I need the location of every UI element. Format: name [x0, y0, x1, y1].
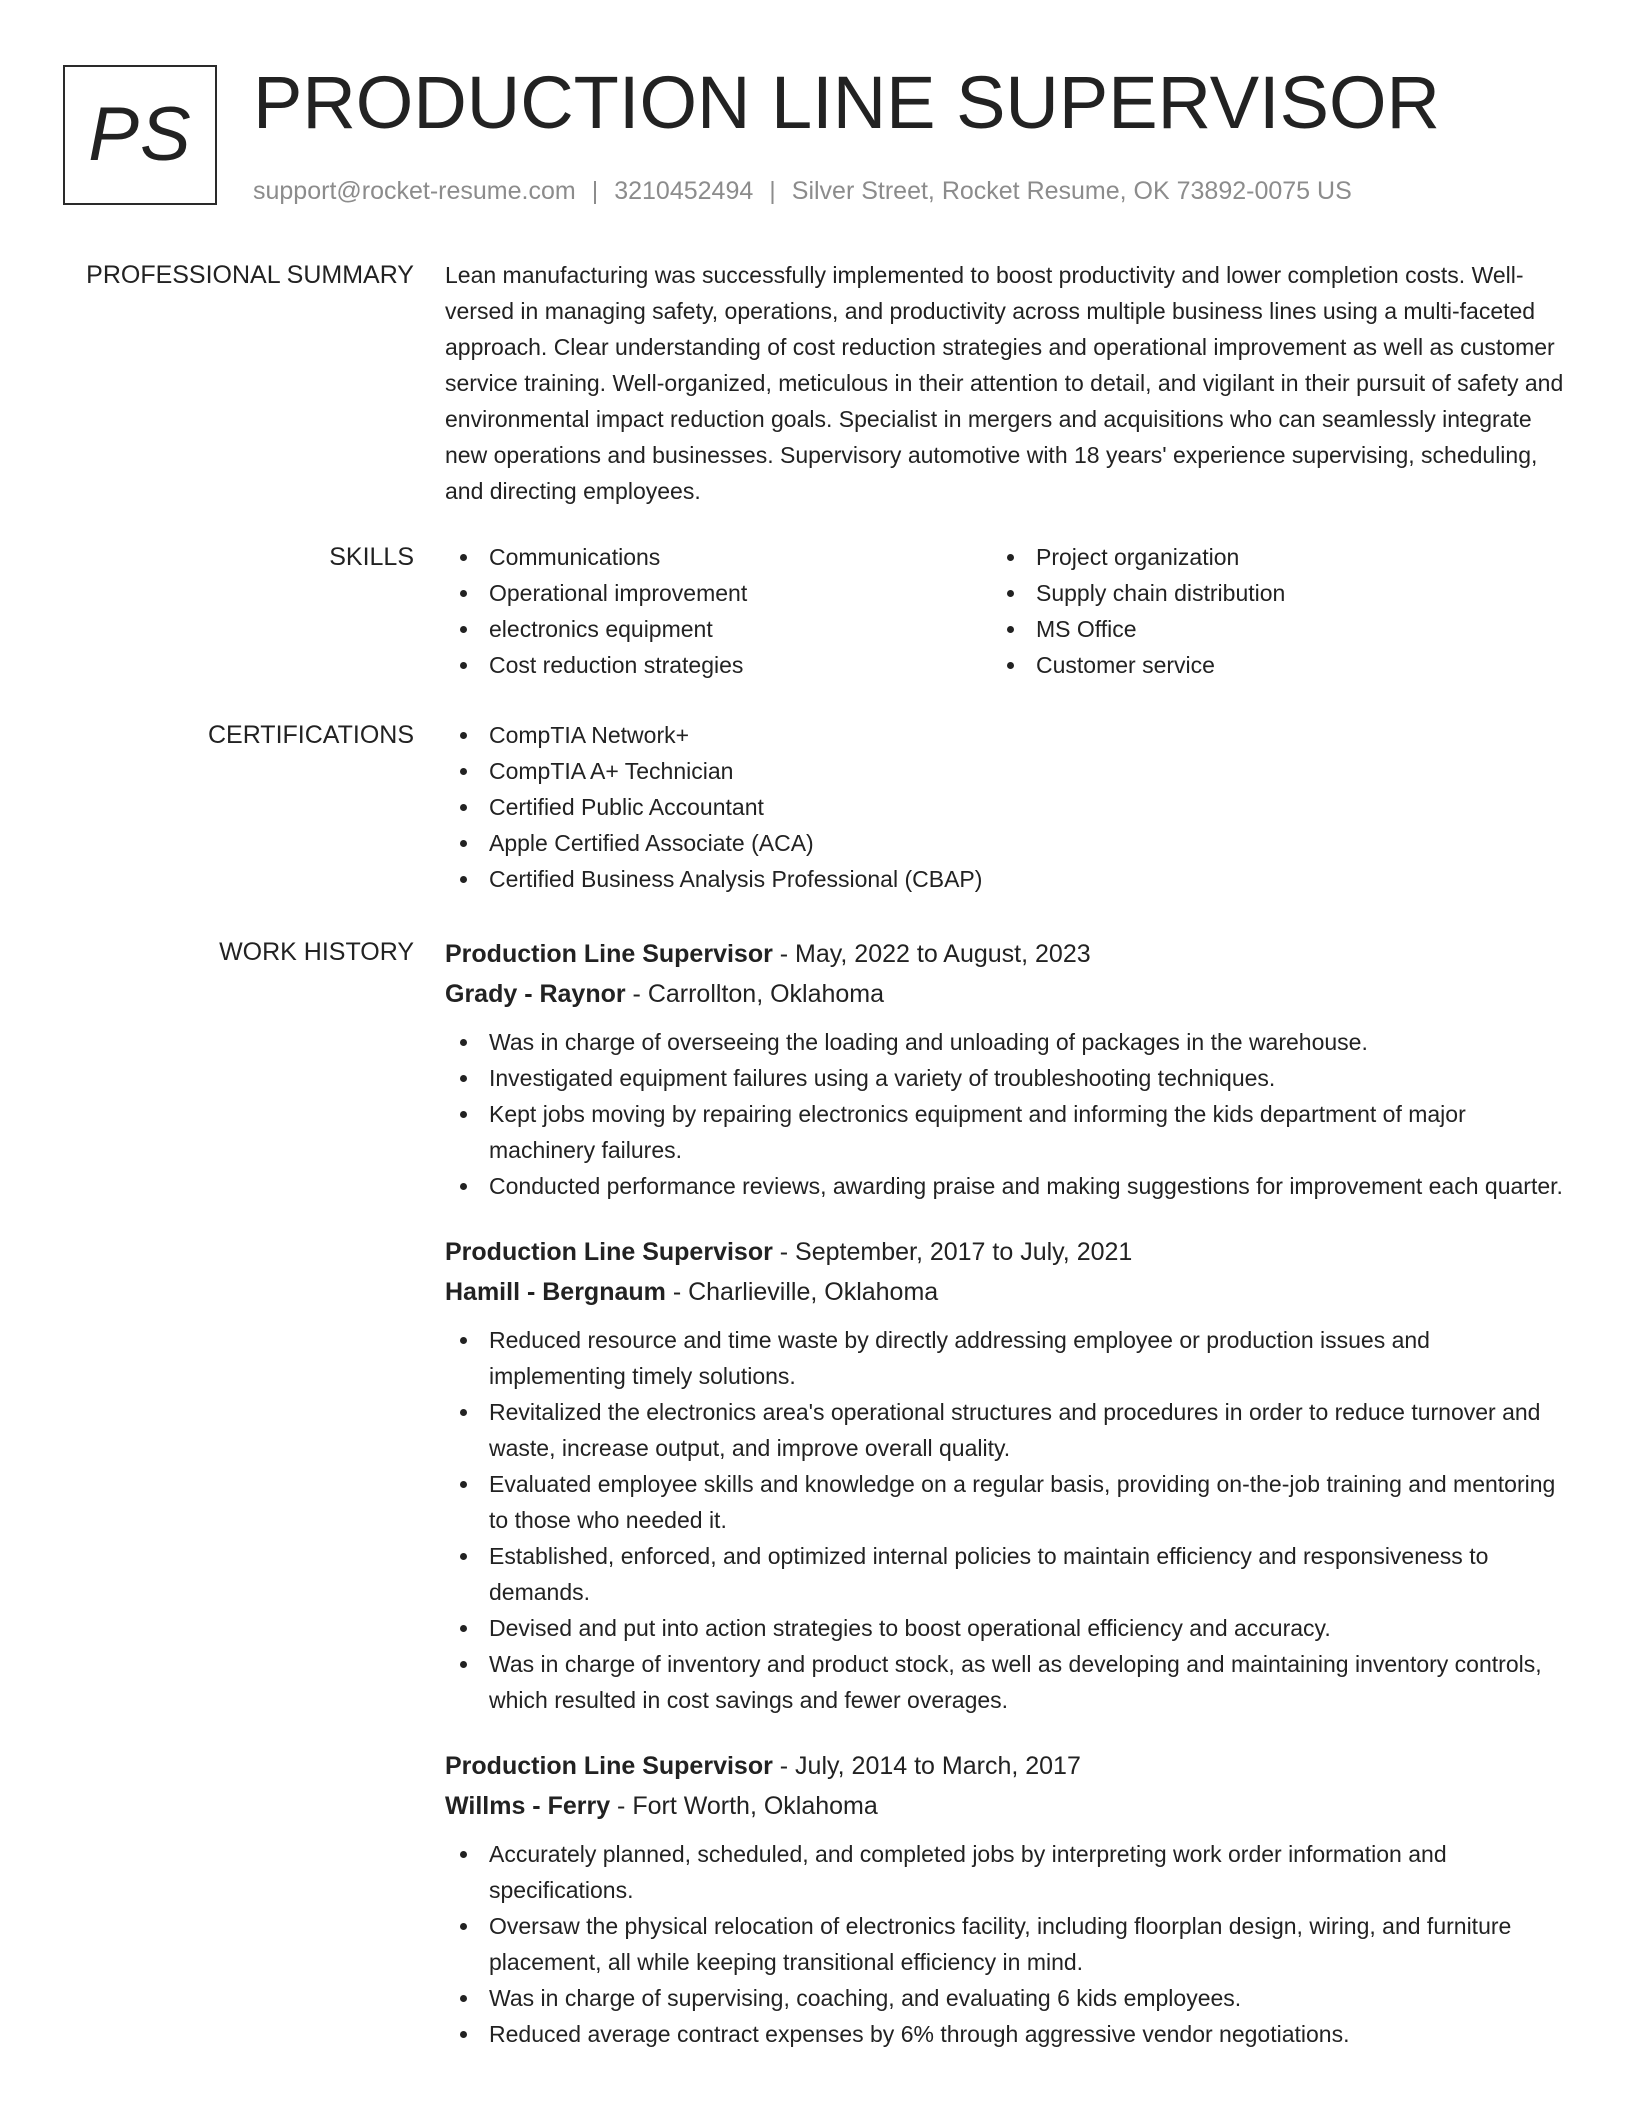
section-label-work-history: WORK HISTORY	[219, 938, 414, 966]
job-bullet: Reduced average contract expenses by 6% through aggressive vendor negotiations.	[445, 2016, 1570, 2052]
job-dates: - September, 2017 to July, 2021	[772, 1238, 1133, 1266]
summary-text: Lean manufacturing was successfully implemented to boost productivity and lower completion costs. Well-versed in managing safety, operations, and productivity across multiple business lines using a multi-faceted approach. Clear understanding of cost reduction strategies and operational improvement as well as customer service training. Well-organized, meticulous in their attention to detail, and vigilant in their pursuit of safety and environmental impact reduction goals. Specialist in mergers and acquisitions who can seamlessly integrate new operations and businesses. Supervisory automotive with 18 years' experience supervising, scheduling, and directing employees.	[445, 262, 1564, 504]
job-bullet: Devised and put into action strategies to boost operational efficiency and accuracy.	[445, 1610, 1570, 1646]
section-label-certifications: CERTIFICATIONS	[207, 721, 414, 749]
skill-item: Supply chain distribution	[992, 575, 1539, 611]
skill-item: MS Office	[992, 611, 1539, 647]
contact-separator: |	[769, 177, 776, 205]
certifications-list	[445, 717, 1570, 897]
job-location: - Fort Worth, Oklahoma	[610, 1792, 878, 1820]
job-bullet: Revitalized the electronics area's operational structures and procedures in order to reduce turnover and waste, increase output, and improve overall quality.	[445, 1394, 1570, 1466]
work-history-content	[445, 934, 1570, 2052]
job-bullets	[445, 1836, 1570, 2052]
job-title: Production Line Supervisor	[445, 940, 773, 968]
skills-grid	[445, 539, 1570, 683]
job-bullet: Kept jobs moving by repairing electronics equipment and informing the kids department of major machinery failures.	[445, 1096, 1570, 1168]
job-bullets	[445, 1024, 1570, 1204]
job-entry	[445, 1746, 1570, 2052]
job-bullet: Evaluated employee skills and knowledge on a regular basis, providing on-the-job training and mentoring to those who needed it.	[445, 1466, 1570, 1538]
summary-content	[445, 257, 1570, 509]
certification-item: CompTIA A+ Technician	[445, 753, 1570, 789]
contact-address: Silver Street, Rocket Resume, OK 73892-0075 US	[791, 177, 1352, 205]
job-dates: - May, 2022 to August, 2023	[772, 940, 1091, 968]
job-company-line	[445, 974, 1570, 1014]
job-title-line	[445, 934, 1570, 974]
job-location: - Charlieville, Oklahoma	[665, 1278, 939, 1306]
job-bullet: Was in charge of supervising, coaching, and evaluating 6 kids employees.	[445, 1980, 1570, 2016]
job-bullet: Reduced resource and time waste by directly addressing employee or production issues and implementing timely solutions.	[445, 1322, 1570, 1394]
skills-list-right	[992, 539, 1539, 683]
job-title-line	[445, 1746, 1570, 1786]
certification-item: Apple Certified Associate (ACA)	[445, 825, 1570, 861]
job-bullet: Was in charge of overseeing the loading and unloading of packages in the warehouse.	[445, 1024, 1570, 1060]
job-bullet: Accurately planned, scheduled, and completed jobs by interpreting work order information and specifications.	[445, 1836, 1570, 1908]
skill-item: Cost reduction strategies	[445, 647, 992, 683]
job-company-line	[445, 1786, 1570, 1826]
section-label-skills: SKILLS	[329, 543, 414, 571]
skill-item: electronics equipment	[445, 611, 992, 647]
job-title: Production Line Supervisor	[445, 1752, 773, 1780]
skill-item: Project organization	[992, 539, 1539, 575]
job-location: - Carrollton, Oklahoma	[625, 980, 885, 1008]
monogram-logo	[63, 65, 217, 205]
job-bullet: Investigated equipment failures using a variety of troubleshooting techniques.	[445, 1060, 1570, 1096]
job-bullet: Established, enforced, and optimized internal policies to maintain efficiency and responsiveness to demands.	[445, 1538, 1570, 1610]
certification-item: CompTIA Network+	[445, 717, 1570, 753]
job-entry	[445, 934, 1570, 1204]
job-bullet: Conducted performance reviews, awarding praise and making suggestions for improvement each quarter.	[445, 1168, 1570, 1204]
skills-list-left	[445, 539, 992, 683]
contact-line	[253, 174, 1352, 208]
skill-item: Operational improvement	[445, 575, 992, 611]
skill-item: Customer service	[992, 647, 1539, 683]
job-title: Production Line Supervisor	[445, 1238, 773, 1266]
job-company-line	[445, 1272, 1570, 1312]
certification-item: Certified Public Accountant	[445, 789, 1570, 825]
resume-title: PRODUCTION LINE SUPERVISOR	[253, 61, 1440, 144]
skill-item: Communications	[445, 539, 992, 575]
job-bullets	[445, 1322, 1570, 1718]
monogram-initials: PS	[88, 92, 192, 177]
job-company: Hamill - Bergnaum	[445, 1278, 666, 1306]
certifications-content	[445, 717, 1570, 897]
section-label-summary: PROFESSIONAL SUMMARY	[86, 261, 414, 289]
job-company: Grady - Raynor	[445, 980, 626, 1008]
job-title-line	[445, 1232, 1570, 1272]
job-bullet: Oversaw the physical relocation of electronics facility, including floorplan design, wiring, and furniture placement, all while keeping transitional efficiency in mind.	[445, 1908, 1570, 1980]
job-company: Willms - Ferry	[445, 1792, 611, 1820]
contact-separator: |	[591, 177, 599, 205]
certification-item: Certified Business Analysis Professional (CBAP)	[445, 861, 1570, 897]
contact-email[interactable]: support@rocket-resume.com	[253, 177, 576, 205]
job-entry	[445, 1232, 1570, 1718]
job-dates: - July, 2014 to March, 2017	[772, 1752, 1081, 1780]
contact-phone[interactable]: 3210452494	[614, 177, 754, 205]
job-bullet: Was in charge of inventory and product stock, as well as developing and maintaining inventory controls, which resulted in cost savings and fewer overages.	[445, 1646, 1570, 1718]
